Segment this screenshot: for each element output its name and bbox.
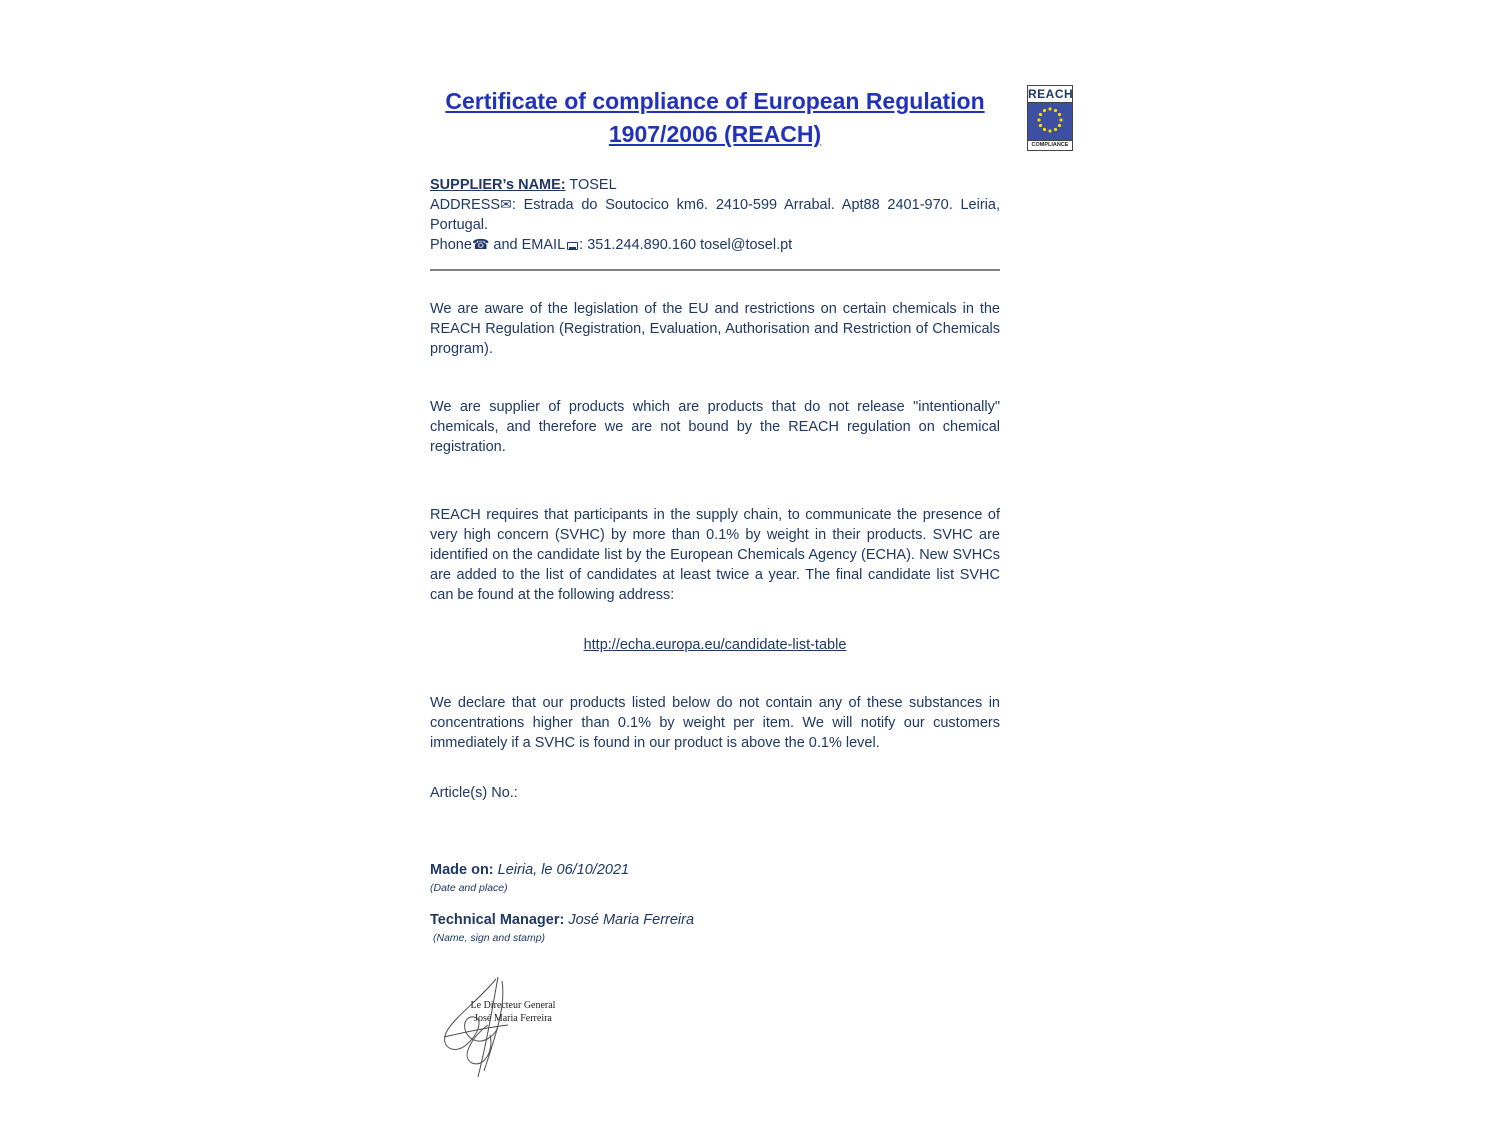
- email-label: and EMAIL: [489, 237, 566, 253]
- logo-reach-text: REACH: [1028, 87, 1074, 101]
- header-divider: [430, 269, 1000, 271]
- supplier-name-value: TOSEL: [565, 177, 617, 193]
- technical-manager-value: José Maria Ferreira: [564, 912, 695, 928]
- technical-manager-label: Technical Manager:: [430, 912, 565, 928]
- logo-compliance-text: COMPLIANCE: [1027, 141, 1073, 151]
- computer-icon: [567, 242, 578, 250]
- date-place-note: (Date and place): [430, 882, 508, 894]
- paragraph-declaration: We declare that our products listed below do not contain any of these substances in concentrations higher than 0.1% by weight per item. We will notify our customers immediately if a SVHC is found in our product is above the 0.1% level.: [430, 695, 1000, 751]
- contact-value: : 351.244.890.160 tosel@tosel.pt: [579, 237, 793, 253]
- supplier-block: [430, 175, 1000, 255]
- signature-stamp: [432, 975, 577, 1080]
- signature-text: [458, 999, 568, 1025]
- paragraph-svhc-requirements: REACH requires that participants in the supply chain, to communicate the presence of very high concern (SVHC) by more than 0.1% by weight in their products. SVHC are identified on the candidate list by the European Chemicals Agency (ECHA). New SVHCs are added to the list of candidates at least twice a year. The final candidate list SVHC can be found at the following address:: [430, 507, 1000, 603]
- page-title: [430, 85, 1000, 151]
- reach-compliance-logo: [1027, 85, 1073, 151]
- paragraph-supplier-statement: We are supplier of products which are products that do not release "intentionally" chemicals, and therefore we are not bound by the REACH regulation on chemical registration.: [430, 399, 1000, 455]
- eu-stars-icon: [1028, 103, 1072, 139]
- signature-scribble-icon: [432, 975, 577, 1080]
- supplier-name-label: SUPPLIER’s NAME:: [430, 177, 566, 193]
- technical-manager-row: [430, 911, 1000, 930]
- page-title-line2: 1907/2006 (REACH): [608, 121, 822, 147]
- address-value: : Estrada do Soutocico km6. 2410-599 Arrabal. Apt88 2401-970. Leiria, Portugal.: [430, 197, 1000, 233]
- candidate-list-link-row: [430, 635, 1000, 655]
- made-on-label: Made on:: [430, 862, 494, 878]
- telephone-icon: ☎: [471, 237, 490, 253]
- articles-number-label: Article(s) No.:: [430, 785, 518, 801]
- name-sign-note: (Name, sign and stamp): [433, 932, 546, 944]
- document-body: [430, 85, 1000, 1080]
- made-on-value: Leiria, le 06/10/2021: [493, 862, 630, 878]
- page-title-line1: Certificate of compliance of European Regulation: [445, 88, 985, 114]
- candidate-list-link[interactable]: http://echa.europa.eu/candidate-list-table: [583, 637, 847, 653]
- paragraph-awareness: We are aware of the legislation of the EU and restrictions on certain chemicals in the REACH Regulation (Registration, Evaluation, Authorisation and Restriction of Chemicals program).: [430, 301, 1000, 357]
- address-label: ADDRESS: [430, 197, 501, 213]
- phone-label: Phone: [430, 237, 472, 253]
- eu-flag-icon: [1027, 103, 1073, 141]
- envelope-icon: ✉: [500, 197, 512, 213]
- made-on-row: [430, 861, 1000, 880]
- signature-text-line2: José Maria Ferreira: [474, 1013, 552, 1024]
- signature-text-line1: Le Directeur General: [470, 1000, 556, 1011]
